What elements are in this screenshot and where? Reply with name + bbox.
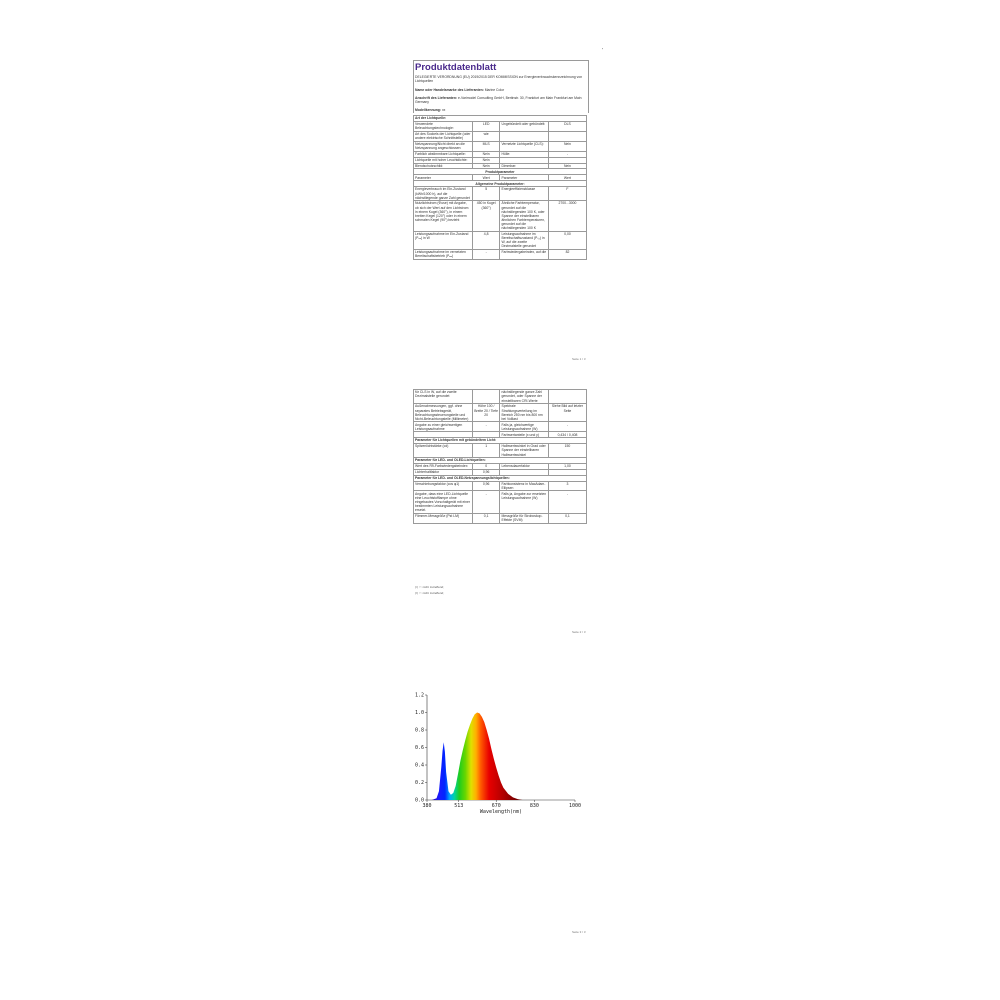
- y-tick-label: 0.2: [414, 780, 424, 787]
- y-tick-label: 0.6: [414, 745, 424, 752]
- table-cell: wie: [472, 131, 500, 141]
- table-cell: Parameter: [414, 175, 473, 181]
- table-cell: Nein: [548, 141, 586, 151]
- table-cell: Siehe Bild auf letzter Seite: [548, 404, 586, 422]
- table-cell: Netzspannung/Nicht direkt an die Netzspannung angeschlossen:: [414, 141, 473, 151]
- section-heading: Produktparameter: [414, 169, 587, 175]
- table-cell: Energieverbrauch im Ein-Zustand (kWh/1000 h), auf die nächstliegende ganze Zahl gerundet: [414, 187, 473, 201]
- table-cell: Lebensdauerfaktor: [500, 463, 548, 469]
- table-cell: [472, 390, 500, 404]
- table-cell: 0,1: [472, 513, 500, 523]
- page2-table: [413, 389, 587, 524]
- table-cell: Art des Sockels der Lichtquelle (oder andere elektrische Schnittstelle): [415, 132, 471, 141]
- section-heading: Parameter für LED- und OLED-Lichtquellen:: [414, 458, 587, 464]
- table-cell: Nutzlichtstrom (Φuse) mit Angabe, ob sich der Wert auf den Lichtstrom in einem Kugel (360°), in einem breiten Kegel (120°) oder in einem schmalen Kegel (90°) bezieht: [414, 201, 473, 231]
- table-cell: Farbwiedergabeindex, auf die: [500, 249, 548, 259]
- table-cell: Nein: [472, 151, 500, 157]
- table-cell: 0,1: [548, 513, 586, 523]
- table-cell: [500, 131, 548, 141]
- table-cell: Leistungsaufnahme im Ein-Zustand (Pₒₙ) in W: [414, 231, 473, 249]
- y-tick-label: 1.0: [414, 710, 424, 717]
- footnote-1: (¹) '-': nicht zutreffend;: [415, 585, 444, 589]
- x-tick-label: 380: [422, 803, 432, 809]
- table-cell: Flimmer-Messgröße (Pst LM): [414, 513, 473, 523]
- table-row: [414, 131, 587, 141]
- table-cell: Farbkonsistenz in MacAdam-Ellipsen: [500, 481, 548, 491]
- x-axis-label: Wavelength(nm): [479, 809, 523, 815]
- model-label: Modellkennung:: [415, 108, 441, 112]
- table-cell: für CLS in W, auf die zweite Dezimalstelle gerundet: [414, 390, 473, 404]
- supplier-address-line: [415, 96, 585, 104]
- table-cell: 0,00: [548, 231, 586, 249]
- table-cell: 0,96: [472, 469, 500, 475]
- table-cell: Farblich abstimmbare Lichtquelle:: [414, 151, 473, 157]
- table-cell: DLS: [548, 121, 586, 131]
- table-cell: Ungebündelt oder gebündelt:: [500, 121, 548, 131]
- table-cell: MLS: [472, 141, 500, 151]
- x-tick-label: 670: [491, 803, 501, 809]
- table-cell: Nein: [548, 163, 586, 169]
- table-cell: nächstliegende ganze Zahl gerundet, oder Spanne der einstellbaren CRI-Werte: [500, 390, 548, 404]
- table-cell: Farbwertanteile (x und y): [500, 432, 548, 438]
- table-row: [414, 201, 587, 231]
- intro-text: DELEGIERTE VERORDNUNG (EU) 2019/2015 DER KOMMISSION zur Energieverbrauchskennzeichnung von Lichtquellen: [415, 75, 583, 84]
- section-heading: Art der Lichtquelle:: [414, 116, 587, 122]
- y-tick-label: 0.8: [414, 727, 424, 734]
- table-cell: [548, 390, 586, 404]
- table-cell: Nein: [472, 157, 500, 163]
- table-cell: -: [548, 151, 586, 157]
- table-cell: Lichterhaltfaktor: [414, 469, 473, 475]
- table-row: [414, 404, 587, 422]
- section-heading: Parameter für LED- und OLED-Netzspannungslichtquellen:: [414, 475, 587, 481]
- footnote-2: (²) '-': nicht zutreffend;: [415, 591, 444, 595]
- table-row: [414, 231, 587, 249]
- table-cell: Hülle:: [500, 151, 548, 157]
- table-cell: 1: [472, 443, 500, 457]
- page2-number: Seite 2 / 3: [572, 630, 586, 634]
- table-cell: Dimmbar:: [500, 163, 548, 169]
- table-cell: Blendschutzschild:: [414, 163, 473, 169]
- table-cell: -: [472, 249, 500, 259]
- y-tick-label: 1.2: [414, 692, 424, 699]
- table-cell: Ähnliche Farbtemperatur, gerundet auf die nächstliegenden 100 K, oder Spanne der einstellbaren ähnlichen Farbtemperaturen, gerundet auf die nächstliegenden 100 K: [500, 201, 548, 231]
- table-cell: 5: [472, 187, 500, 201]
- corner-mark: ‘: [602, 48, 604, 54]
- table-cell: Angabe, dass eine LED-Lichtquelle eine Leuchtstofflampe ohne eingebautes Vorschaltgerät mit einer bestimmten Leistungsaufnahme ersetzt.: [414, 491, 473, 513]
- supplier-name-line: [415, 88, 585, 92]
- supplier-address-label: Anschrift des Lieferanten:: [415, 96, 458, 100]
- table-row: [414, 121, 587, 131]
- spectrum-chart: [395, 685, 595, 820]
- table-row: [414, 390, 587, 404]
- table-cell: Leistungsaufnahme im vernetzten Bereitschaftsbetrieb (Pₙₐ): [414, 249, 473, 259]
- table-cell: -: [548, 491, 586, 513]
- section-heading: Allgemeine Produktparameter:: [414, 181, 587, 187]
- table-cell: 82: [548, 249, 586, 259]
- model-line: [415, 108, 585, 112]
- table-cell: [548, 131, 586, 141]
- supplier-address-value: e-Varimodel Consulting GmbH, Bertinstr. 30, Frankfurt am Main Frankfurt am Main Germany: [415, 96, 582, 105]
- spectrum-fill: [427, 695, 575, 800]
- page1-number: Seite 1 / 3: [572, 357, 586, 361]
- table-cell: 2700...3000: [548, 201, 586, 231]
- y-tick-label: 0.0: [414, 797, 424, 804]
- table-cell: 3: [548, 481, 586, 491]
- table-cell: Angabe zu einer gleichwertigen Leistungsaufnahme: [414, 422, 473, 432]
- table-cell: Messgröße für Stroboskop-Effekte (SVM): [500, 513, 548, 523]
- table-cell: 4,8: [472, 231, 500, 249]
- table-cell: -: [472, 422, 500, 432]
- table-row: [414, 481, 587, 491]
- table-cell: Verwendete Beleuchtungstechnologie:: [414, 121, 473, 131]
- table-cell: Nein: [472, 163, 500, 169]
- table-cell: 0: [472, 463, 500, 469]
- table-cell: Spektrale Strahlungsverteilung im Bereich 250 nm bis 800 nm bei Volllast: [500, 404, 548, 422]
- model-value: xx: [441, 108, 446, 112]
- table-cell: -: [548, 422, 586, 432]
- table-row: [414, 422, 587, 432]
- table-cell: Außenabmessungen, ggf. ohne separates Betriebsgerät, Beleuchtungssteuerungsteile und Nicht-Beleuchtungsteile (Millimeter): [414, 404, 473, 422]
- table-cell: Wert: [472, 175, 500, 181]
- table-cell: Leistungsaufnahme im Bereitschaftszustand (Pₛ₂) in W, auf die zweite Dezimalstelle gerundet: [500, 231, 548, 249]
- table-cell: 450 in Kugel (360°): [472, 201, 500, 231]
- table-cell: Wert des R9-Farbwiedergabeindex: [414, 463, 473, 469]
- table-cell: 1,00: [548, 463, 586, 469]
- x-tick-label: 830: [529, 803, 539, 809]
- table-cell: 150: [548, 443, 586, 457]
- table-row: [414, 491, 587, 513]
- table-cell: F: [548, 187, 586, 201]
- table-cell: Vernetzte Lichtquelle (CLS):: [500, 141, 548, 151]
- table-cell: Lichtquelle mit hoher Leuchtdichte:: [414, 157, 473, 163]
- table-row: [414, 187, 587, 201]
- section-heading: Parameter für Lichtquellen mit gebündeltem Licht:: [414, 438, 587, 444]
- table-cell: 0,434 / 0,408: [548, 432, 586, 438]
- page-title: Produktdatenblatt: [415, 62, 497, 73]
- table-cell: Energieeffizienzklasse: [500, 187, 548, 201]
- table-cell: 0,96: [472, 481, 500, 491]
- table-cell: Halbwertswinkel in Grad oder Spanne der einstellbaren Halbwertswinkel: [500, 443, 548, 457]
- table-cell: Verschiebungsfaktor (cos φ1): [414, 481, 473, 491]
- page3-number: Seite 3 / 3: [572, 930, 586, 934]
- table-cell: Wert: [548, 175, 586, 181]
- x-tick-label: 1000: [568, 803, 582, 809]
- supplier-name-label: Name oder Handelsmarke des Lieferanten:: [415, 88, 484, 92]
- table-row: [414, 443, 587, 457]
- table-cell: -: [472, 491, 500, 513]
- table-cell: LED: [472, 121, 500, 131]
- table-cell: Höhe 100 / Breite 20 / Tiefe 20: [472, 404, 500, 422]
- table-row: [414, 249, 587, 259]
- table-cell: Falls ja, Angabe zur ersetzten Leistungsaufnahme (W): [500, 491, 548, 513]
- supplier-name-value: Marine Color: [484, 88, 505, 92]
- y-tick-label: 0.4: [414, 762, 424, 769]
- table-row: [414, 141, 587, 151]
- x-tick-label: 513: [454, 803, 464, 809]
- table-row: [414, 513, 587, 523]
- table-cell: Parameter: [500, 175, 548, 181]
- page1-table: [413, 115, 587, 260]
- table-cell: Falls ja, gleichwertige Leistungsaufnahme (W): [500, 422, 548, 432]
- table-cell: Spitzenlichtstärke (cd): [414, 443, 473, 457]
